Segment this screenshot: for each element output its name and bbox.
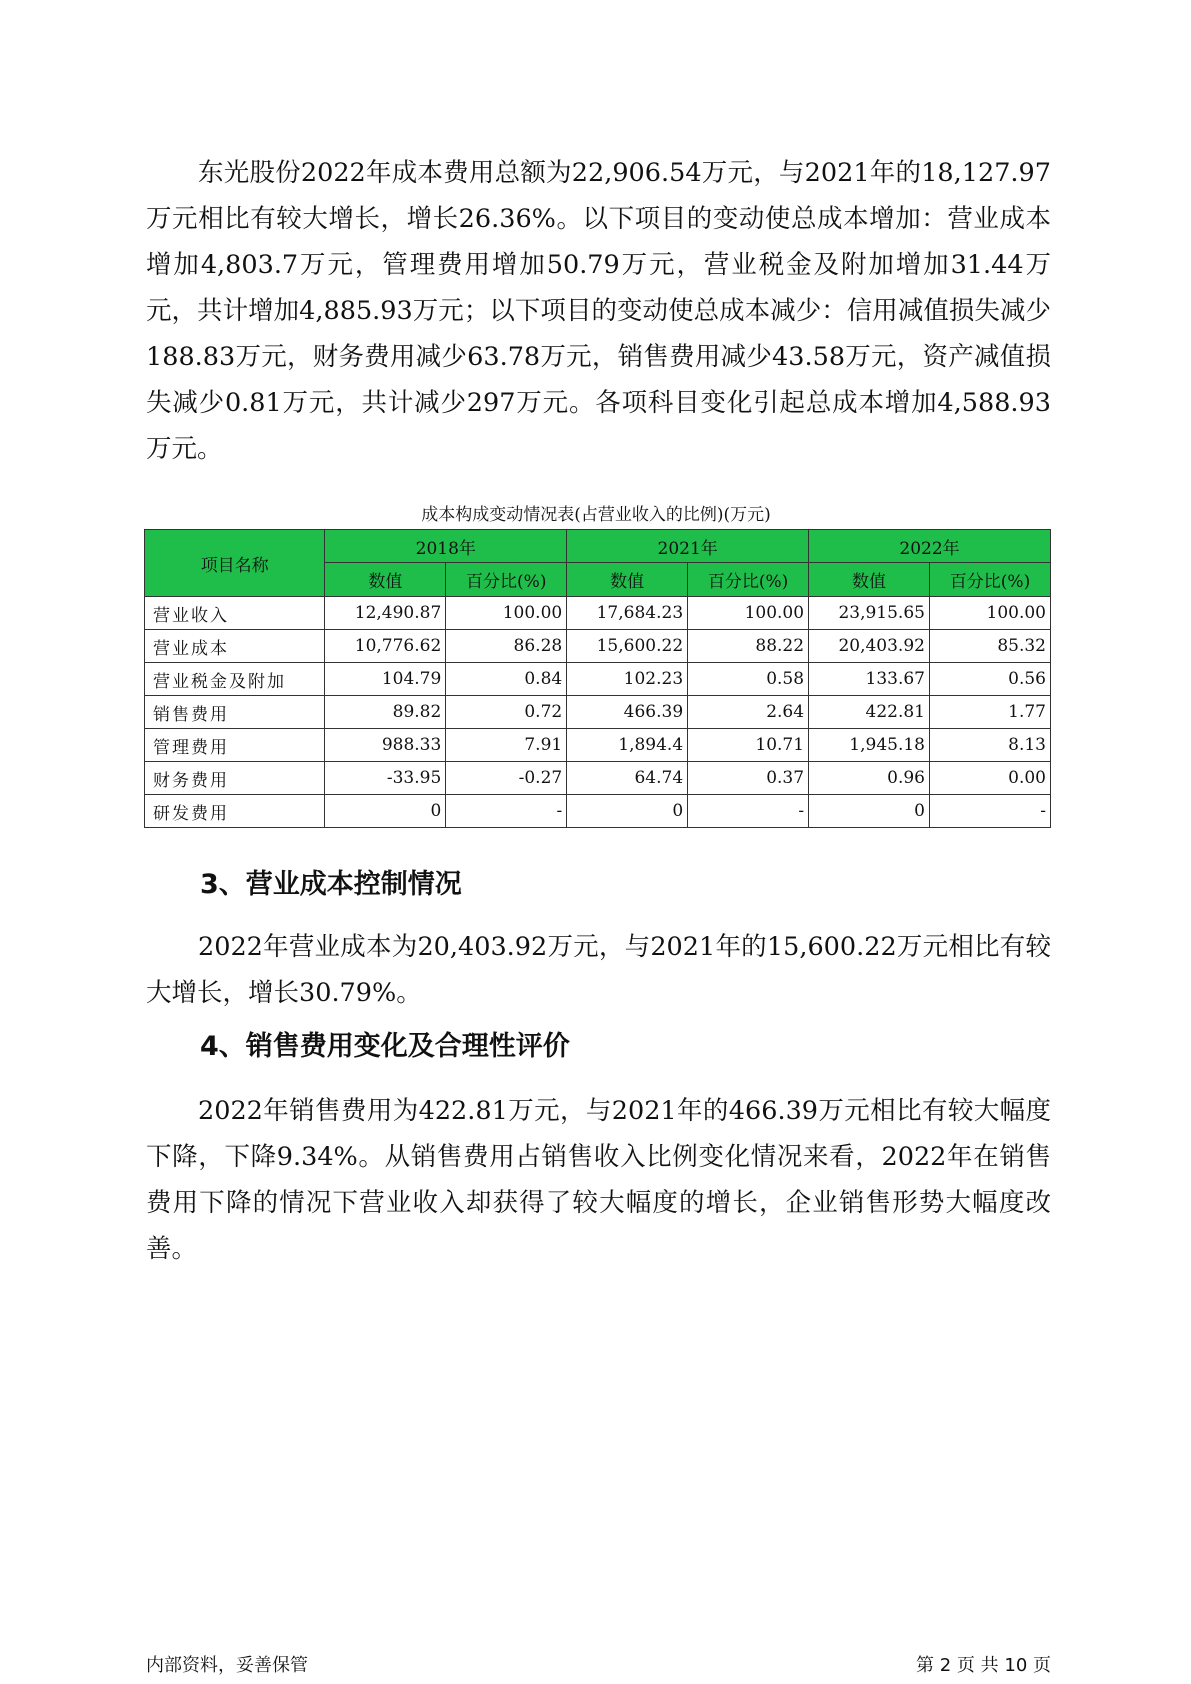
footer-page-number: 第 2 页 共 10 页 xyxy=(916,1655,1051,1676)
table-cell: 20,403.92 xyxy=(809,630,930,663)
table-cell: 10,776.62 xyxy=(325,630,446,663)
table-row xyxy=(145,729,1051,762)
table-cell: 12,490.87 xyxy=(325,597,446,630)
table-cell: 100.00 xyxy=(688,597,809,630)
table-cell: 0.00 xyxy=(929,762,1050,795)
table-cell: 0.84 xyxy=(446,663,567,696)
year-header-2021: 2021年 xyxy=(567,530,809,563)
row-label: 营业收入 xyxy=(145,597,325,630)
table-cell: 0.72 xyxy=(446,696,567,729)
year-header-2022: 2022年 xyxy=(809,530,1051,563)
percent-header: 百分比(%) xyxy=(929,563,1050,597)
row-label: 研发费用 xyxy=(145,795,325,828)
table-cell: 422.81 xyxy=(809,696,930,729)
table-cell: 88.22 xyxy=(688,630,809,663)
table-cell: 86.28 xyxy=(446,630,567,663)
table-cell: 0.37 xyxy=(688,762,809,795)
table-row xyxy=(145,762,1051,795)
table-cell: 2.64 xyxy=(688,696,809,729)
table-cell: 0.56 xyxy=(929,663,1050,696)
table-cell: 102.23 xyxy=(567,663,688,696)
section-heading-sales-expense: 4、销售费用变化及合理性评价 xyxy=(200,1031,570,1062)
percent-header: 百分比(%) xyxy=(446,563,567,597)
section-heading-cost-control: 3、营业成本控制情况 xyxy=(200,869,462,900)
table-cell: -33.95 xyxy=(325,762,446,795)
cost-structure-table xyxy=(144,529,1051,828)
year-header-2018: 2018年 xyxy=(325,530,567,563)
table-cell: 17,684.23 xyxy=(567,597,688,630)
table-cell: 8.13 xyxy=(929,729,1050,762)
table-cell: 100.00 xyxy=(446,597,567,630)
value-header: 数值 xyxy=(809,563,930,597)
value-header: 数值 xyxy=(325,563,446,597)
value-header: 数值 xyxy=(567,563,688,597)
table-cell: 85.32 xyxy=(929,630,1050,663)
table-cell: 100.00 xyxy=(929,597,1050,630)
table-cell: 10.71 xyxy=(688,729,809,762)
percent-header: 百分比(%) xyxy=(688,563,809,597)
table-cell: 0 xyxy=(809,795,930,828)
row-label: 营业税金及附加 xyxy=(145,663,325,696)
table-cell: 1,945.18 xyxy=(809,729,930,762)
table-row xyxy=(145,597,1051,630)
table-cell: - xyxy=(688,795,809,828)
table-cell: 466.39 xyxy=(567,696,688,729)
table-cell: 7.91 xyxy=(446,729,567,762)
table-cell: 0.96 xyxy=(809,762,930,795)
table-row xyxy=(145,795,1051,828)
table-row xyxy=(145,663,1051,696)
table-cell: 0.58 xyxy=(688,663,809,696)
table-caption: 成本构成变动情况表(占营业收入的比例)(万元) xyxy=(421,505,771,525)
sales-expense-paragraph: 2022年销售费用为422.81万元，与2021年的466.39万元相比有较大幅度下降，下降9.34%。从销售费用占销售收入比例变化情况来看，2022年在销售费用下降的情况下营业收入却获得了较大幅度的增长，企业销售形势大幅度改善。 xyxy=(146,1096,1051,1264)
table-cell: 0 xyxy=(567,795,688,828)
row-label: 管理费用 xyxy=(145,729,325,762)
table-row xyxy=(145,696,1051,729)
table-cell: 133.67 xyxy=(809,663,930,696)
table-cell: - xyxy=(446,795,567,828)
table-cell: 89.82 xyxy=(325,696,446,729)
row-label: 销售费用 xyxy=(145,696,325,729)
row-label: 营业成本 xyxy=(145,630,325,663)
footer-confidential-note: 内部资料，妥善保管 xyxy=(146,1655,308,1676)
table-row xyxy=(145,630,1051,663)
table-cell: 64.74 xyxy=(567,762,688,795)
table-cell: 23,915.65 xyxy=(809,597,930,630)
table-cell: 1.77 xyxy=(929,696,1050,729)
table-cell: - xyxy=(929,795,1050,828)
table-cell: 15,600.22 xyxy=(567,630,688,663)
table-cell: 988.33 xyxy=(325,729,446,762)
table-cell: 104.79 xyxy=(325,663,446,696)
cost-control-paragraph: 2022年营业成本为20,403.92万元，与2021年的15,600.22万元相比有较大增长，增长30.79%。 xyxy=(146,932,1051,1008)
item-name-header: 项目名称 xyxy=(145,530,325,597)
intro-paragraph: 东光股份2022年成本费用总额为22,906.54万元，与2021年的18,127.97万元相比有较大增长，增长26.36%。以下项目的变动使总成本增加：营业成本增加4,803.7万元，管理费用增加50.79万元，营业税金及附加增加31.44万元，共计增加4,885.93万元；以下项目的变动使总成本减少：信用减值损失减少188.83万元，财务费用减少63.78万元，销售费用减少43.58万元，资产减值损失减少0.81万元，共计减少297万元。各项科目变化引起总成本增加4,588.93万元。 xyxy=(146,158,1051,464)
row-label: 财务费用 xyxy=(145,762,325,795)
table-cell: 1,894.4 xyxy=(567,729,688,762)
table-cell: 0 xyxy=(325,795,446,828)
table-cell: -0.27 xyxy=(446,762,567,795)
